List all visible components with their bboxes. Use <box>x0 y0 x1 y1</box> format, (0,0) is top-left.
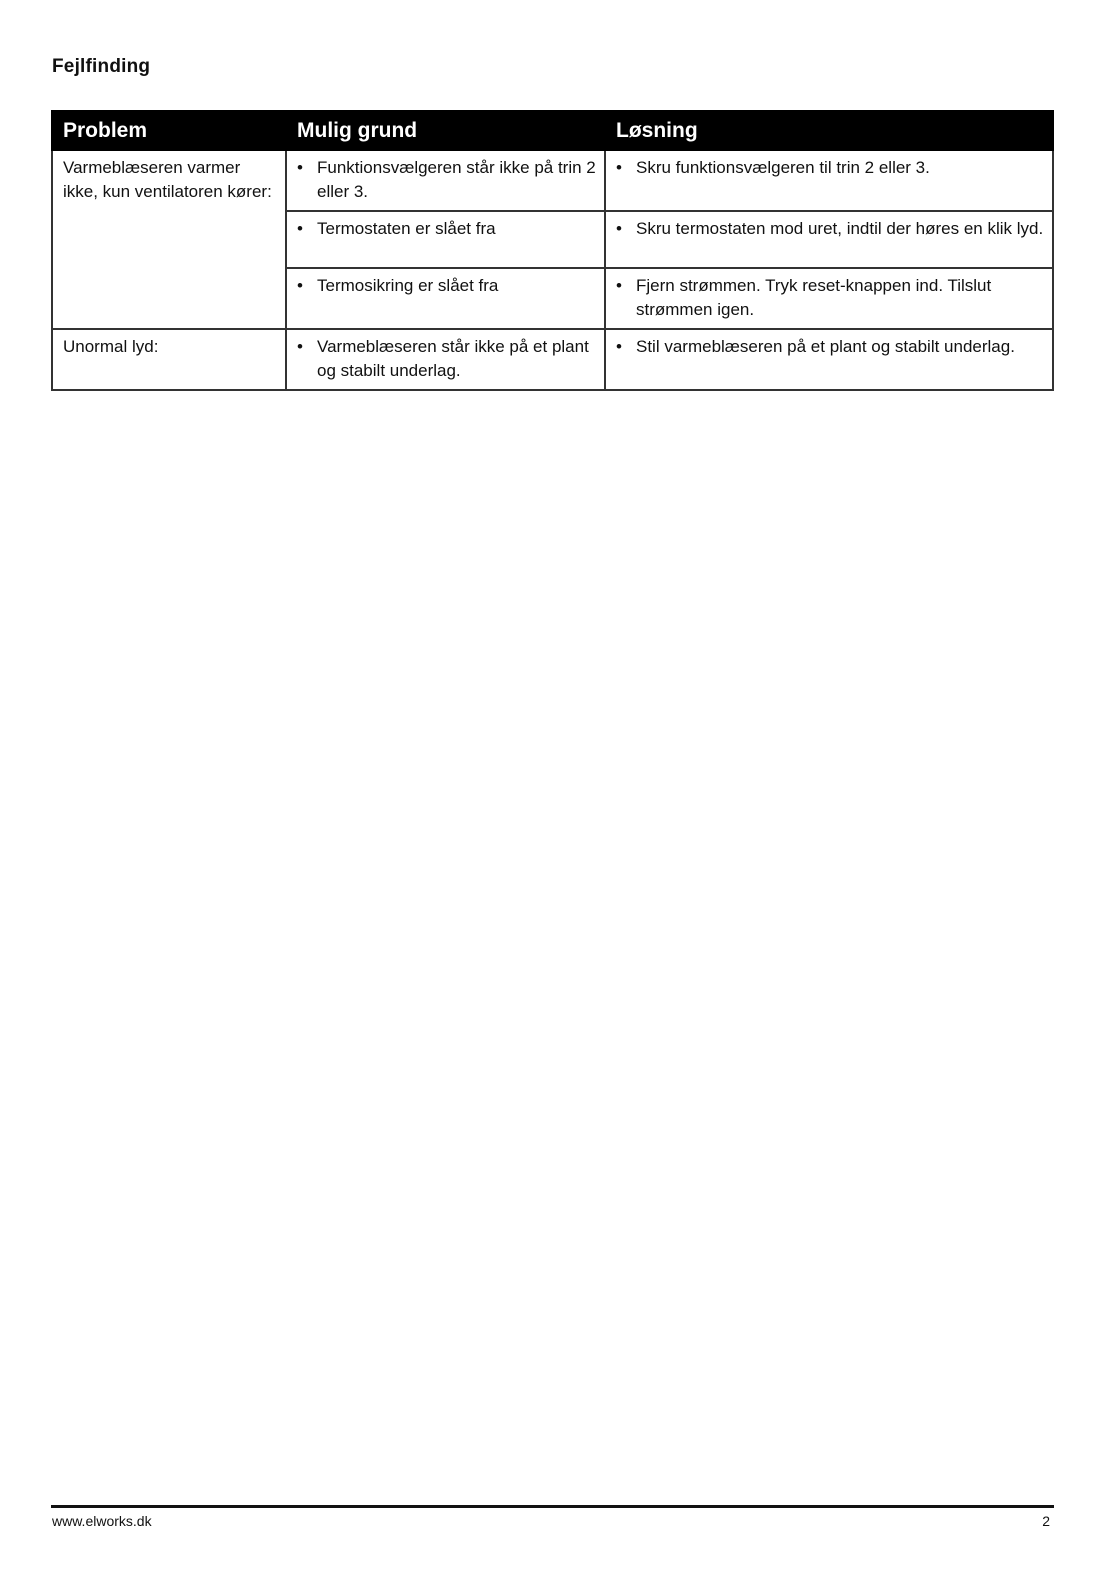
bullet-icon: • <box>616 158 622 177</box>
cause-text: Termostaten er slået fra <box>317 219 496 238</box>
problem-cell: Unormal lyd: <box>52 329 286 390</box>
footer-divider <box>51 1505 1054 1508</box>
solution-cell <box>605 329 1053 390</box>
solution-text: Fjern strømmen. Tryk reset-knappen ind. Tilslut strømmen igen. <box>636 276 992 319</box>
cause-text: Funktionsvælgeren står ikke på trin 2 eller 3. <box>317 158 596 201</box>
bullet-icon: • <box>616 337 622 356</box>
solution-cell <box>605 211 1053 268</box>
solution-cell <box>605 268 1053 329</box>
page-heading: Fejlfinding <box>52 56 151 77</box>
bullet-icon: • <box>616 219 622 238</box>
table-row <box>52 329 1053 390</box>
cause-text: Varmeblæseren står ikke på et plant og stabilt underlag. <box>317 337 589 380</box>
header-problem: Problem <box>52 111 286 150</box>
troubleshooting-table <box>51 110 1054 391</box>
header-cause: Mulig grund <box>286 111 605 150</box>
cause-cell <box>286 150 605 211</box>
solution-text: Stil varmeblæseren på et plant og stabilt underlag. <box>636 337 1015 356</box>
cause-cell <box>286 211 605 268</box>
bullet-icon: • <box>297 158 303 177</box>
bullet-icon: • <box>616 276 622 295</box>
table-header-row <box>52 111 1053 150</box>
footer-page-number: 2 <box>1042 1513 1050 1529</box>
cause-cell <box>286 329 605 390</box>
bullet-icon: • <box>297 276 303 295</box>
solution-text: Skru termostaten mod uret, indtil der høres en klik lyd. <box>636 219 1044 238</box>
cause-cell <box>286 268 605 329</box>
table-row <box>52 150 1053 211</box>
header-solution: Løsning <box>605 111 1053 150</box>
solution-text: Skru funktionsvælgeren til trin 2 eller 3. <box>636 158 930 177</box>
cause-text: Termosikring er slået fra <box>317 276 499 295</box>
bullet-icon: • <box>297 219 303 238</box>
solution-cell <box>605 150 1053 211</box>
bullet-icon: • <box>297 337 303 356</box>
problem-cell: Varmeblæseren varmer ikke, kun ventilatoren kører: <box>52 150 286 329</box>
footer-website: www.elworks.dk <box>52 1513 152 1529</box>
